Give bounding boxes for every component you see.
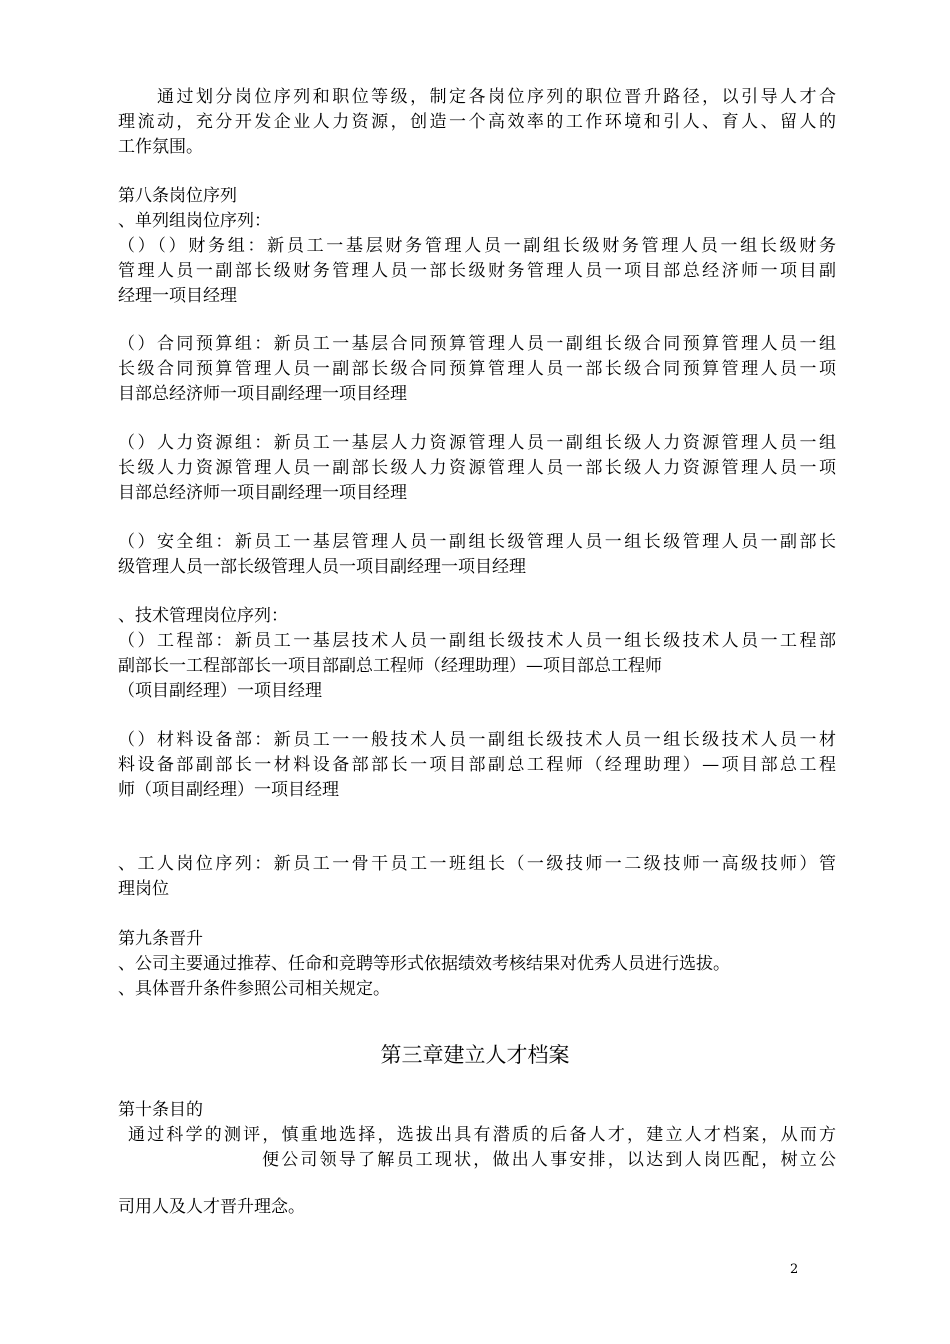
intro-line-3: 工作氛围。 [118,137,203,157]
finance-line-3: 经理一项目经理 [118,286,237,306]
finance-line-1: （）（）财务组：新员工一基层财务管理人员一副组长级财务管理人员一组长级财务 [118,236,836,256]
materials-line-1: （）材料设备部：新员工一一般技术人员一副组长级技术人员一组长级技术人员一材 [118,730,836,750]
page-number: 2 [790,1262,799,1277]
safety-line-1: （）安全组：新员工一基层管理人员一副组长级管理人员一组长级管理人员一副部长 [118,532,836,552]
materials-line-2: 料设备部副部长一材料设备部部长一项目部副总工程师（经理助理）—项目部总工程 [118,755,836,775]
intro-line-1: 通过划分岗位序列和职位等级，制定各岗位序列的职位晋升路径，以引导人才合 [157,87,836,107]
workers-line-2: 理岗位 [118,879,169,899]
article10-line-1: 通过科学的测评，慎重地选择，选拔出具有潜质的后备人才，建立人才档案，从而方 [128,1125,836,1145]
materials-line-3: 师（项目副经理）一项目经理 [118,780,339,800]
engineering-line-2: 副部长一工程部部长一项目部副总工程师（经理助理）—项目部总工程师 [118,656,662,676]
article9-item-1: 、公司主要通过推荐、任命和竞聘等形式依据绩效考核结果对优秀人员进行选拔。 [118,954,730,974]
contract-line-3: 目部总经济师一项目副经理一项目经理 [118,384,407,404]
engineering-line-3: （项目副经理）一项目经理 [118,681,322,701]
article9-heading: 第九条晋升 [118,929,203,949]
contract-line-1: （）合同预算组：新员工一基层合同预算管理人员一副组长级合同预算管理人员一组 [118,334,836,354]
article8-sub1: 、单列组岗位序列： [118,211,271,231]
article8-sub2: 、技术管理岗位序列： [118,606,288,626]
hr-line-1: （）人力资源组：新员工一基层人力资源管理人员一副组长级人力资源管理人员一组 [118,433,836,453]
contract-line-2: 长级合同预算管理人员一副部长级合同预算管理人员一部长级合同预算管理人员一项 [118,359,836,379]
hr-line-2: 长级人力资源管理人员一副部长级人力资源管理人员一部长级人力资源管理人员一项 [118,458,836,478]
article9-item-2: 、具体晋升条件参照公司相关规定。 [118,979,390,999]
workers-line-1: 、工人岗位序列：新员工一骨干员工一班组长（一级技师一二级技师一高级技师）管 [118,854,836,874]
article10-line-3: 司用人及人才晋升理念。 [118,1197,305,1217]
article10-heading: 第十条目的 [118,1100,203,1120]
intro-line-2: 理流动，充分开发企业人力资源，创造一个高效率的工作环境和引人、育人、留人的 [118,112,836,132]
article10-line-2: 便公司领导了解员工现状，做出人事安排，以达到人岗匹配，树立公 [262,1150,836,1170]
engineering-line-1: （）工程部：新员工一基层技术人员一副组长级技术人员一组长级技术人员一工程部 [118,631,836,651]
finance-line-2: 管理人员一副部长级财务管理人员一部长级财务管理人员一项目部总经济师一项目副 [118,261,836,281]
article8-heading: 第八条岗位序列 [118,186,237,206]
chapter-title: 第三章建立人才档案 [380,1043,570,1067]
safety-line-2: 级管理人员一部长级管理人员一项目副经理一项目经理 [118,557,526,577]
hr-line-3: 目部总经济师一项目副经理一项目经理 [118,483,407,503]
